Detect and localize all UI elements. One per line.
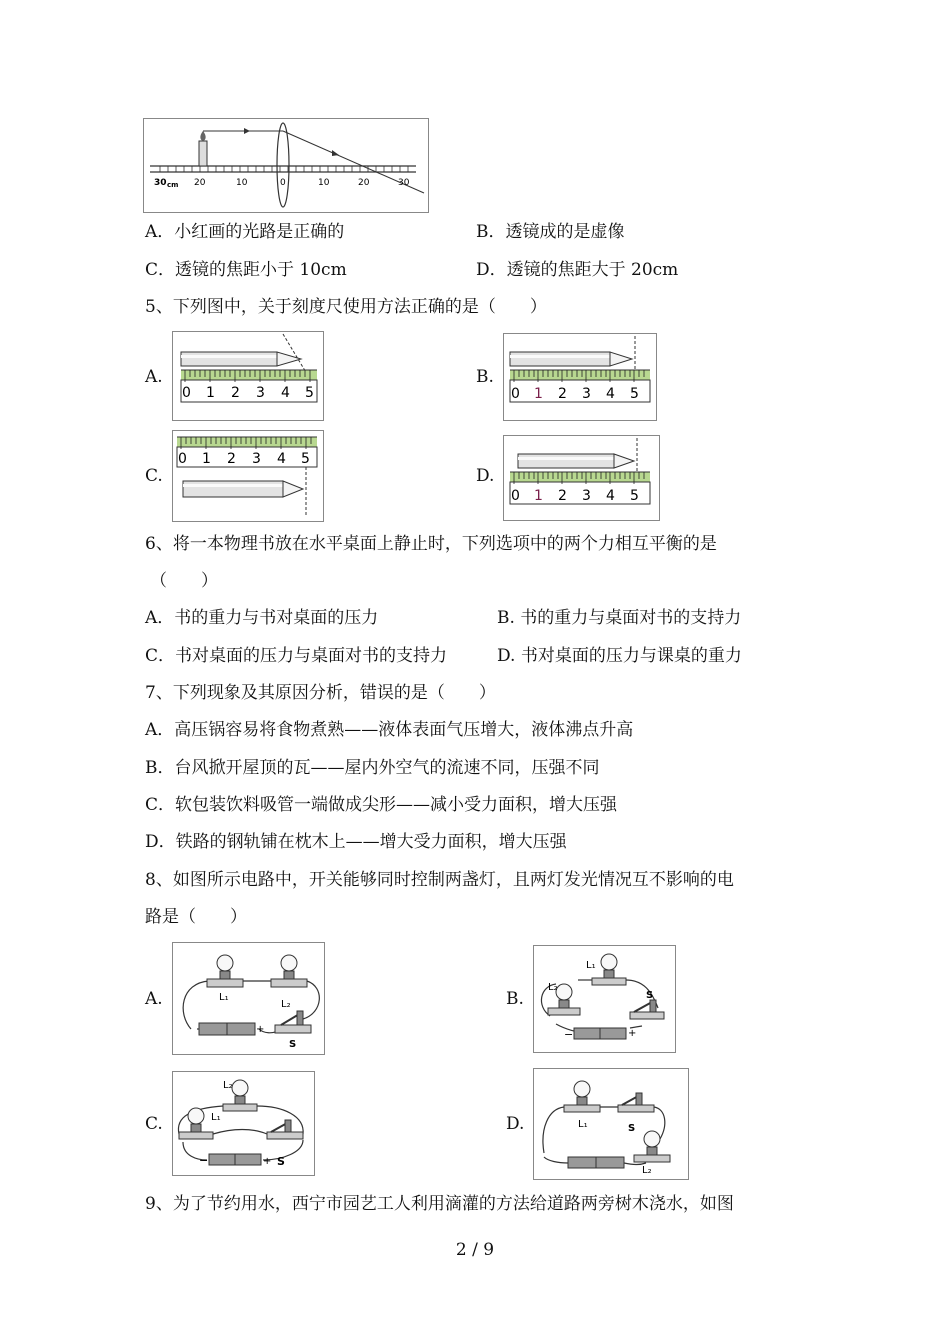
- ruler-c-num-2: 2: [227, 451, 236, 467]
- circuit-c-label-l2: L₂: [223, 1080, 233, 1091]
- scale-label-10-left: 10: [236, 178, 248, 188]
- circuit-c-switch-label: S: [277, 1155, 285, 1168]
- ruler-b-num-3: 3: [582, 386, 591, 402]
- q7-option-d[interactable]: D．铁路的钢轨铺在枕木上——增大受力面积，增大压强: [145, 832, 567, 852]
- ruler-c-num-3: 3: [252, 451, 261, 467]
- circuit-c-svg: [173, 1072, 314, 1175]
- circuit-d-svg: [534, 1069, 688, 1179]
- circuit-b-switch-label: S: [646, 990, 654, 1001]
- q5-option-c-figure[interactable]: [172, 430, 324, 522]
- scale-label-cm: cm: [167, 181, 179, 189]
- q6-option-d[interactable]: D. 书对桌面的压力与课桌的重力: [497, 646, 742, 666]
- circuit-a-svg: [173, 943, 324, 1054]
- q5-stem: 5、下列图中，关于刻度尺使用方法正确的是（ ）: [145, 297, 547, 317]
- lens-diagram-svg: [144, 119, 428, 212]
- ruler-a-num-4: 4: [281, 385, 290, 401]
- lens-ray-diagram: [143, 118, 429, 213]
- q5-option-c-label[interactable]: C.: [145, 466, 163, 486]
- q8-option-c-figure[interactable]: [172, 1071, 315, 1176]
- circuit-d-label-l1: L₁: [578, 1119, 588, 1130]
- ruler-b-num-4: 4: [606, 386, 615, 402]
- ruler-d-svg: [504, 436, 659, 520]
- circuit-c-plus: +: [263, 1156, 272, 1167]
- ruler-a-svg: [173, 332, 323, 420]
- ruler-d-num-1: 1: [534, 488, 543, 504]
- q5-option-d-figure[interactable]: [503, 435, 660, 521]
- ruler-b-svg: [504, 334, 656, 420]
- circuit-d-label-l2: L₂: [642, 1165, 652, 1176]
- circuit-b-svg: [534, 946, 675, 1052]
- ruler-a-num-0: 0: [182, 385, 191, 401]
- lens-option-c[interactable]: C．透镜的焦距小于 10cm: [145, 260, 347, 280]
- ruler-b-num-5: 5: [630, 386, 639, 402]
- lens-option-b[interactable]: B．透镜成的是虚像: [476, 222, 625, 242]
- circuit-c-label-l1: L₁: [211, 1112, 221, 1123]
- q6-option-b[interactable]: B. 书的重力与桌面对书的支持力: [497, 608, 742, 628]
- ruler-d-num-2: 2: [558, 488, 567, 504]
- q7-option-b[interactable]: B．台风掀开屋顶的瓦——屋内外空气的流速不同，压强不同: [145, 758, 600, 778]
- circuit-a-plus: +: [256, 1024, 265, 1035]
- q6-stem-line1: 6、将一本物理书放在水平桌面上静止时，下列选项中的两个力相互平衡的是: [145, 534, 717, 554]
- scale-label-10-right: 10: [318, 178, 330, 188]
- q5-option-a-figure[interactable]: [172, 331, 324, 421]
- circuit-d-switch-label: S: [628, 1123, 636, 1134]
- ruler-d-num-0: 0: [511, 488, 520, 504]
- circuit-b-label-l2: L₂: [548, 982, 558, 993]
- ruler-a-num-2: 2: [231, 385, 240, 401]
- q5-option-d-label[interactable]: D.: [476, 466, 495, 486]
- page-number: 2 / 9: [455, 1240, 495, 1260]
- lens-option-a[interactable]: A．小红画的光路是正确的: [145, 222, 345, 242]
- scale-label-0: 0: [280, 178, 286, 188]
- q9-stem: 9、为了节约用水，西宁市园艺工人利用滴灌的方法给道路两旁树木浇水，如图: [145, 1194, 734, 1214]
- ruler-c-num-1: 1: [202, 451, 211, 467]
- q5-option-b-label[interactable]: B.: [476, 367, 494, 387]
- q6-option-a[interactable]: A．书的重力与书对桌面的压力: [145, 608, 379, 628]
- q6-option-c[interactable]: C．书对桌面的压力与桌面对书的支持力: [145, 646, 448, 666]
- ruler-b-num-0: 0: [511, 386, 520, 402]
- q8-option-a-label[interactable]: A.: [145, 989, 163, 1009]
- ruler-d-num-5: 5: [630, 488, 639, 504]
- q8-stem-line1: 8、如图所示电路中，开关能够同时控制两盏灯，且两灯发光情况互不影响的电: [145, 870, 734, 890]
- q5-option-b-figure[interactable]: [503, 333, 657, 421]
- ruler-a-num-3: 3: [256, 385, 265, 401]
- ruler-b-num-2: 2: [558, 386, 567, 402]
- ruler-a-num-1: 1: [206, 385, 215, 401]
- ruler-d-num-3: 3: [582, 488, 591, 504]
- q8-stem-line2: 路是（ ）: [145, 907, 247, 927]
- q5-option-a-label[interactable]: A.: [145, 367, 163, 387]
- scale-label-30-left: 30: [154, 178, 167, 188]
- ruler-a-num-5: 5: [305, 385, 314, 401]
- ruler-c-svg: [173, 431, 323, 521]
- scale-label-20-right: 20: [358, 178, 370, 188]
- circuit-b-plus: +: [628, 1028, 637, 1039]
- ruler-c-num-4: 4: [277, 451, 286, 467]
- ruler-c-num-5: 5: [301, 451, 310, 467]
- q7-stem: 7、下列现象及其原因分析，错误的是（ ）: [145, 683, 496, 703]
- scale-label-30-right: 30: [398, 178, 410, 188]
- circuit-a-switch-label: S: [289, 1039, 297, 1050]
- ruler-c-num-0: 0: [178, 451, 187, 467]
- circuit-b-minus: −: [564, 1028, 574, 1041]
- q7-option-c[interactable]: C．软包装饮料吸管一端做成尖形——减小受力面积，增大压强: [145, 795, 618, 815]
- q8-option-d-label[interactable]: D.: [506, 1114, 525, 1134]
- circuit-a-label-l1: L₁: [219, 992, 229, 1003]
- ruler-b-num-1: 1: [534, 386, 543, 402]
- lens-option-d[interactable]: D．透镜的焦距大于 20cm: [476, 260, 679, 280]
- scale-label-20-left: 20: [194, 178, 206, 188]
- q7-option-a[interactable]: A．高压锅容易将食物煮熟——液体表面气压增大，液体沸点升高: [145, 720, 634, 740]
- ruler-d-num-4: 4: [606, 488, 615, 504]
- q6-stem-line2: （ ）: [150, 571, 218, 591]
- q8-option-b-label[interactable]: B.: [506, 989, 524, 1009]
- q8-option-a-figure[interactable]: [172, 942, 325, 1055]
- q8-option-b-figure[interactable]: [533, 945, 676, 1053]
- q8-option-c-label[interactable]: C.: [145, 1114, 163, 1134]
- circuit-c-minus: −: [199, 1154, 209, 1167]
- circuit-a-label-l2: L₂: [281, 999, 291, 1010]
- circuit-b-label-l1: L₁: [586, 960, 596, 971]
- q8-option-d-figure[interactable]: [533, 1068, 689, 1180]
